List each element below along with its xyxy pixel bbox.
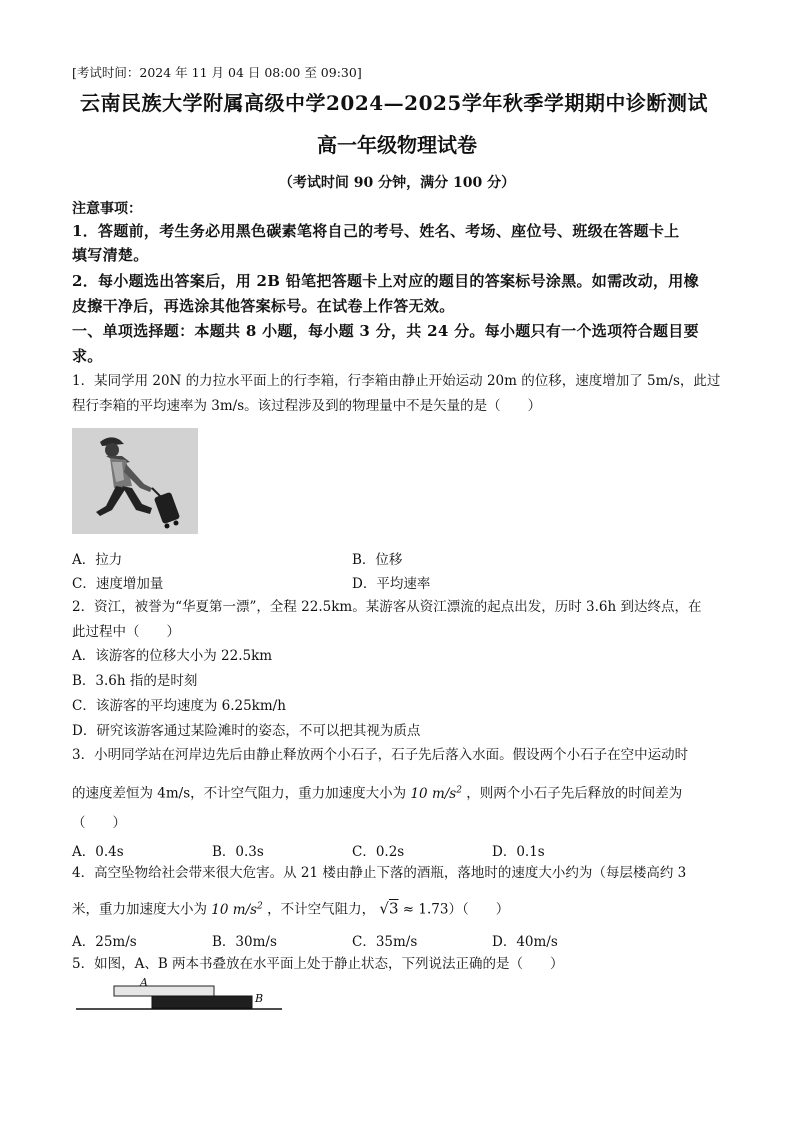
- q4-line-1: 4．高空坠物给社会带来很大危害。从 21 楼由静止下落的酒瓶，落地时的速度大小约为（每层楼高约 3: [72, 865, 687, 881]
- notes-heading: 注意事项：: [72, 201, 142, 217]
- q1-option-d: D．平均速率: [352, 576, 431, 592]
- q2-option-c: C．该游客的平均速度为 6.25km/h: [72, 698, 286, 714]
- traveler-with-suitcase-image: [72, 428, 198, 534]
- q4-option-a: A．25m/s: [72, 934, 137, 950]
- sqrt-radicand: 3: [388, 899, 399, 918]
- q3-option-a: A．0.4s: [72, 844, 124, 860]
- note-2-line-1: 2．每小题选出答案后，用 2B 铅笔把答题卡上对应的题目的答案标号涂黑。如需改动，用橡: [72, 272, 699, 290]
- sqrt-symbol: √3: [379, 899, 399, 918]
- note-1-line-1: 1．答题前，考生务必用黑色碳素笔将自己的考号、姓名、考场、座位号、班级在答题卡上: [72, 222, 680, 240]
- q3-line-3: （ ）: [72, 815, 126, 831]
- q1-line-1: 1．某同学用 20N 的力拉水平面上的行李箱，行李箱由静止开始运动 20m 的位移，速度增加了 5m/s，此过: [72, 373, 721, 389]
- q4-option-d: D．40m/s: [492, 934, 558, 950]
- exam-title: 云南民族大学附属高级中学2024—2025学年秋季学期期中诊断测试: [80, 91, 708, 115]
- q1-option-a: A．拉力: [72, 552, 123, 568]
- q3-option-c: C．0.2s: [352, 844, 405, 860]
- q2-option-d: D．研究该游客通过某险滩时的姿态，不可以把其视为质点: [72, 723, 421, 739]
- book-a-label: A: [140, 976, 148, 989]
- section-1-line-2: 求。: [72, 347, 103, 365]
- q2-line-1: 2．资江，被誉为“华夏第一漂”，全程 22.5km。某游客从资江漂流的起点出发，历时 3.6h 到达终点，在: [72, 599, 702, 615]
- q3-line-2-start: 的速度差恒为 4m/s，不计空气阻力，重力加速度大小为: [72, 785, 407, 802]
- q4-option-b: B．30m/s: [212, 934, 277, 950]
- q2-option-b: B．3.6h 指的是时刻: [72, 673, 198, 689]
- q4-line-2-mid: ，不计空气阻力，: [267, 901, 376, 918]
- book-b: [152, 996, 252, 1008]
- book-b-label: B: [255, 992, 264, 1005]
- q3-gravity-value: 10 $m/s^2$: [410, 785, 462, 802]
- q4-option-c: C．35m/s: [352, 934, 418, 950]
- q1-option-b: B．位移: [352, 552, 403, 568]
- exam-duration: （考试时间 90 分钟，满分 100 分）: [278, 175, 516, 191]
- exam-subtitle: 高一年级物理试卷: [317, 133, 477, 157]
- q4-line-2: [72, 897, 509, 919]
- q1-line-2: 程行李箱的平均速率为 3m/s。该过程涉及到的物理量中不是矢量的是（ ）: [72, 398, 542, 414]
- q2-line-2: 此过程中（ ）: [72, 624, 180, 640]
- exam-time: [考试时间：2024 年 11 月 04 日 08:00 至 09:30]: [72, 65, 362, 80]
- q4-line-2-start: 米，重力加速度大小为: [72, 901, 207, 918]
- note-2-line-2: 皮擦干净后，再选涂其他答案标号。在试卷上作答无效。: [72, 297, 455, 315]
- q1-option-c: C．速度增加量: [72, 576, 164, 592]
- q5-line-1: 5．如图，A、B 两本书叠放在水平面上处于静止状态，下列说法正确的是（ ）: [72, 956, 564, 972]
- q4-line-2-end: ≈ 1.73）（ ）: [402, 901, 510, 918]
- stacked-books-diagram: [72, 974, 292, 1014]
- q3-option-d: D．0.1s: [492, 844, 545, 860]
- note-1-line-2: 填写清楚。: [72, 246, 149, 264]
- running-person-illustration: [72, 428, 198, 534]
- q3-option-b: B．0.3s: [212, 844, 264, 860]
- q3-line-2: [72, 781, 682, 803]
- q3-line-2-end: ，则两个小石子先后释放的时间差为: [466, 785, 683, 802]
- q2-option-a: A．该游客的位移大小为 22.5km: [72, 648, 273, 664]
- q4-gravity-value: 10 $m/s^2$: [211, 901, 263, 918]
- book-a: [114, 986, 214, 996]
- q3-line-1: 3．小明同学站在河岸边先后由静止释放两个小石子，石子先后落入水面。假设两个小石子在空中运动时: [72, 747, 689, 763]
- section-1-line-1: 一、单项选择题：本题共 8 小题，每小题 3 分，共 24 分。每小题只有一个选项符合题目要: [72, 322, 699, 340]
